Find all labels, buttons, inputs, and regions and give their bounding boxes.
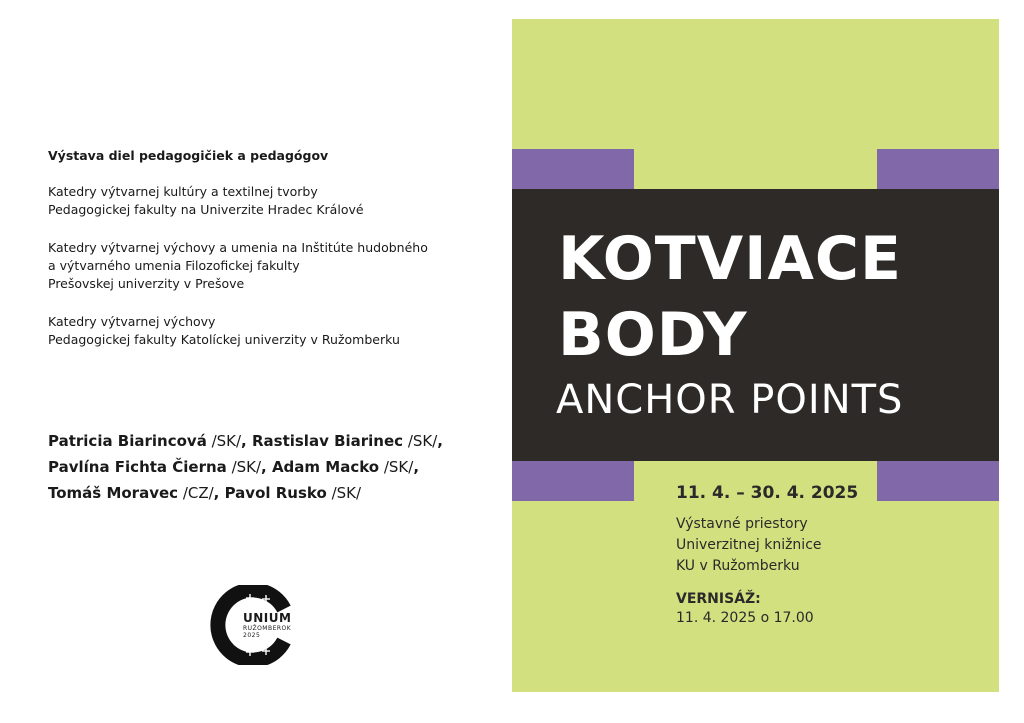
department-3 xyxy=(48,313,498,349)
purple-tab-top-right xyxy=(877,149,999,189)
artist-separator: , xyxy=(437,432,443,450)
artist-separator: , xyxy=(241,432,252,450)
venue xyxy=(676,514,822,577)
exhibition-info xyxy=(48,148,498,369)
title-line-1: KOTVIACE xyxy=(558,224,902,294)
artist-name: Pavlína Fichta Čierna xyxy=(48,458,227,476)
artist-separator: , xyxy=(261,458,272,476)
artist-separator: , xyxy=(413,458,420,476)
department-line: Katedry výtvarnej kultúry a textilnej tvorby xyxy=(48,184,318,199)
artist-name: Pavol Rusko xyxy=(224,484,327,502)
exhibition-dates: 11. 4. – 30. 4. 2025 xyxy=(676,483,859,503)
artist-country: /SK/ xyxy=(379,458,414,476)
artist-name: Tomáš Moravec xyxy=(48,484,179,502)
purple-tab-bottom-right xyxy=(877,461,999,501)
title-line-2: BODY xyxy=(558,300,748,370)
venue-line: KU v Ružomberku xyxy=(676,558,800,574)
department-1 xyxy=(48,183,498,219)
intro-heading: Výstava diel pedagogičiek a pedagógov xyxy=(48,148,329,163)
artist-country: /SK/ xyxy=(403,432,438,450)
logo-sub-city: RUŽOMBEROK xyxy=(243,625,292,632)
purple-tab-top-left xyxy=(512,149,634,189)
venue-line: Výstavné priestory xyxy=(676,516,808,532)
artist-country: /CZ/ xyxy=(178,484,214,502)
venue-line: Univerzitnej knižnice xyxy=(676,537,822,553)
artist-name: Rastislav Biarinec xyxy=(251,432,404,450)
poster-title xyxy=(558,221,902,373)
poster xyxy=(512,19,999,692)
artist-country: /SK/ xyxy=(206,432,242,450)
department-2 xyxy=(48,239,498,293)
department-line: Pedagogickej fakulty na Univerzite Hradec Králové xyxy=(48,202,364,217)
purple-tab-bottom-left xyxy=(512,461,634,501)
logo-name: UNIUM xyxy=(243,611,292,625)
department-line: Katedry výtvarnej výchovy xyxy=(48,314,216,329)
artist-country: /SK/ xyxy=(226,458,262,476)
poster-subtitle: ANCHOR POINTS xyxy=(556,377,904,423)
artist-line xyxy=(48,454,443,480)
logo-sub-year: 2025 xyxy=(243,632,261,639)
department-line: Prešovskej univerzity v Prešove xyxy=(48,276,245,291)
department-line: Katedry výtvarnej výchovy a umenia na Inštitúte hudobného xyxy=(48,240,428,255)
artist-line xyxy=(48,428,443,454)
department-line: a výtvarného umenia Filozofickej fakulty xyxy=(48,258,300,273)
vernisage-label: VERNISÁŽ: xyxy=(676,591,761,607)
artist-list xyxy=(48,428,443,506)
logo-text xyxy=(243,611,291,639)
artist-country: /SK/ xyxy=(326,484,362,502)
department-line: Pedagogickej fakulty Katolíckej univerzity v Ružomberku xyxy=(48,332,400,347)
artist-name: Patricia Biarincová xyxy=(48,432,207,450)
artist-separator: , xyxy=(213,484,225,502)
artist-name: Adam Macko xyxy=(271,458,380,476)
artist-line xyxy=(48,480,443,506)
vernisage-date: 11. 4. 2025 o 17.00 xyxy=(676,610,814,626)
